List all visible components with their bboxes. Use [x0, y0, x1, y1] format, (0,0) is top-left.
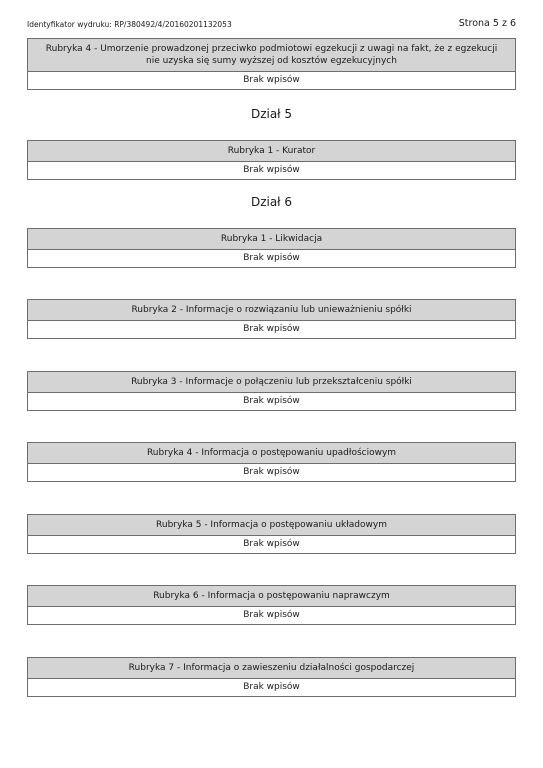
rubric-entries: Brak wpisów	[243, 610, 300, 620]
section-title: Dział 5	[250, 107, 293, 121]
rubric-title: Rubryka 2 - Informacje o rozwiązaniu lub unieważnieniu spółki	[28, 300, 515, 321]
rubric-box	[27, 299, 516, 339]
rubric-box	[27, 514, 516, 554]
section-title: Dział 6	[250, 195, 293, 209]
rubric-box	[27, 371, 516, 411]
rubric-entries: Brak wpisów	[243, 682, 300, 692]
rubric-title: Rubryka 1 - Likwidacja	[28, 229, 515, 250]
rubric-entries: Brak wpisów	[243, 165, 300, 175]
rubric-box	[27, 585, 516, 625]
rubric-title: Rubryka 1 - Kurator	[28, 141, 515, 162]
rubric-box	[27, 657, 516, 697]
rubric-entries: Brak wpisów	[243, 253, 300, 263]
rubric-entries: Brak wpisów	[243, 539, 300, 549]
rubric-box	[27, 228, 516, 268]
rubric-entries: Brak wpisów	[243, 467, 300, 477]
rubric-entries: Brak wpisów	[243, 75, 300, 85]
rubric-title: Rubryka 7 - Informacja o zawieszeniu działalności gospodarczej	[28, 658, 515, 679]
rubric-title: Rubryka 5 - Informacja o postępowaniu układowym	[28, 515, 515, 536]
page-header	[27, 18, 516, 32]
rubric-box	[27, 140, 516, 180]
rubric-box	[27, 442, 516, 482]
document-identifier: Identyfikator wydruku: RP/380492/4/20160201132053	[27, 20, 232, 29]
rubric-entries: Brak wpisów	[243, 396, 300, 406]
rubric-title: Rubryka 4 - Informacja o postępowaniu upadłościowym	[28, 443, 515, 464]
rubric-title: Rubryka 6 - Informacja o postępowaniu naprawczym	[28, 586, 515, 607]
rubric-entries: Brak wpisów	[243, 324, 300, 334]
rubric-box	[27, 38, 516, 90]
page-number: Strona 5 z 6	[458, 18, 516, 29]
rubric-title: Rubryka 3 - Informacje o połączeniu lub przekształceniu spółki	[28, 372, 515, 393]
rubric-title: Rubryka 4 - Umorzenie prowadzonej przeciwko podmiotowi egzekucji z uwagi na fakt, że z egzekucji nie uzyska się sumy wyższej od kosztów egzekucyjnych	[28, 39, 515, 72]
